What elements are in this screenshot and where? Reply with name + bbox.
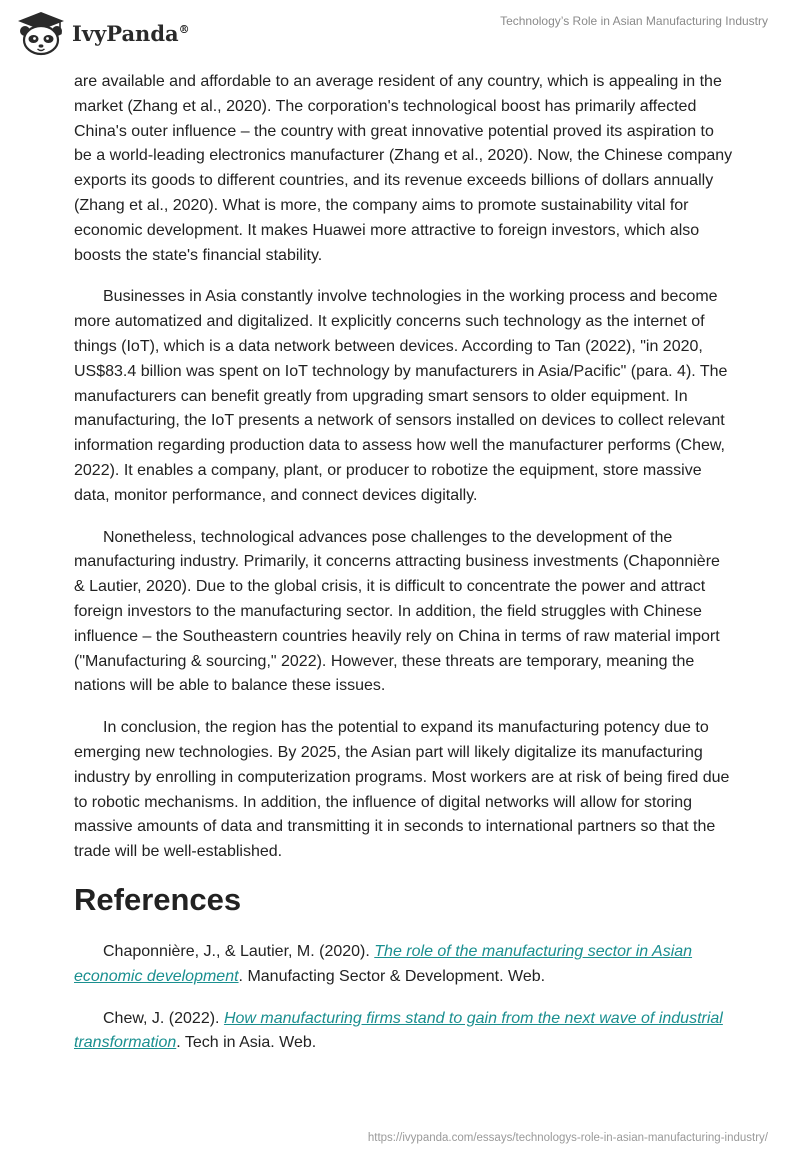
brand-name bbox=[72, 21, 190, 46]
ivypanda-logo[interactable] bbox=[14, 10, 190, 56]
page-header bbox=[0, 0, 800, 60]
reference-link[interactable]: How manufacturing firms stand to gain from the next wave of industrial transformation bbox=[74, 1009, 723, 1052]
brand-text: IvyPanda bbox=[72, 20, 179, 46]
reference-link[interactable]: The role of the manufacturing sector in Asian economic development bbox=[74, 942, 693, 985]
reference-source: . Tech in Asia. Web. bbox=[176, 1034, 317, 1052]
references-heading: References bbox=[74, 881, 242, 917]
reference-source: . Manufacting Sector & Development. Web. bbox=[238, 967, 546, 985]
reference-authors: Chew, J. (2022). bbox=[103, 1009, 224, 1027]
paragraph-iot: Businesses in Asia constantly involve technologies in the working process and become more automatized and digitalized. It explicitly concerns such technology as the internet of things (IoT), which is a data network between devices. According to Tan (2022), "in 2020, US$83.4 billion was spent on IoT technology by manufacturers in Asia/Pacific" (para. 4). The manufacturers can benefit greatly from upgrading smart sensors to older equipment. In manufacturing, the IoT presents a network of sensors installed on devices to collect relevant information regarding production data to assess how well the manufacturer performs (Chew, 2022). It enables a company, plant, or producer to robotize the equipment, store massive data, monitor performance, and connect devices digitally. bbox=[74, 288, 728, 504]
reference-authors: Chaponnière, J., & Lautier, M. (2020). bbox=[103, 942, 375, 960]
reference-item bbox=[74, 940, 734, 990]
brand-trademark: ® bbox=[178, 22, 190, 36]
paragraph-conclusion: In conclusion, the region has the potential to expand its manufacturing potency due to emerging new technologies. By 2025, the Asian part will likely digitalize its manufacturing industry by enrolling in computerization programs. Most workers are at risk of being fired due to robotic mechanisms. In addition, the influence of digital networks will allow for storing massive amounts of data and transmitting it in seconds to international partners so that the trade will be well-established. bbox=[74, 719, 730, 861]
document-title: Technology’s Role in Asian Manufacturing Industry bbox=[500, 14, 768, 28]
source-url[interactable]: https://ivypanda.com/essays/technologys-role-in-asian-manufacturing-industry/ bbox=[367, 1132, 768, 1144]
panda-mortarboard-icon bbox=[14, 10, 68, 56]
reference-item bbox=[74, 1007, 734, 1057]
paragraph-continuation: are available and affordable to an average resident of any country, which is appealing in the market (Zhang et al., 2020). The corporation's technological boost has primarily affected China's outer influence – the country with great innovative potential proved its aspiration to be a world-leading electronics manufacturer (Zhang et al., 2020). Now, the Chinese company exports its goods to different countries, and its revenue exceeds billions of dollars annually (Zhang et al., 2020). What is more, the company aims to promote sustainability vital for economic development. It makes Huawei more attractive to foreign investors, which also boosts the state's financial stability. bbox=[74, 73, 733, 264]
essay-body bbox=[74, 70, 734, 1073]
paragraph-challenges: Nonetheless, technological advances pose challenges to the development of the manufacturing industry. Primarily, it concerns attracting business investments (Chaponnière & Lautier, 2020). Due to the global crisis, it is difficult to concentrate the power and attract foreign investors to the manufacturing sector. In addition, the field struggles with Chinese influence – the Southeastern countries heavily rely on China in terms of raw material import ("Manufacturing & sourcing," 2022). However, these threats are temporary, meaning the nations will be able to balance these issues. bbox=[74, 528, 720, 695]
